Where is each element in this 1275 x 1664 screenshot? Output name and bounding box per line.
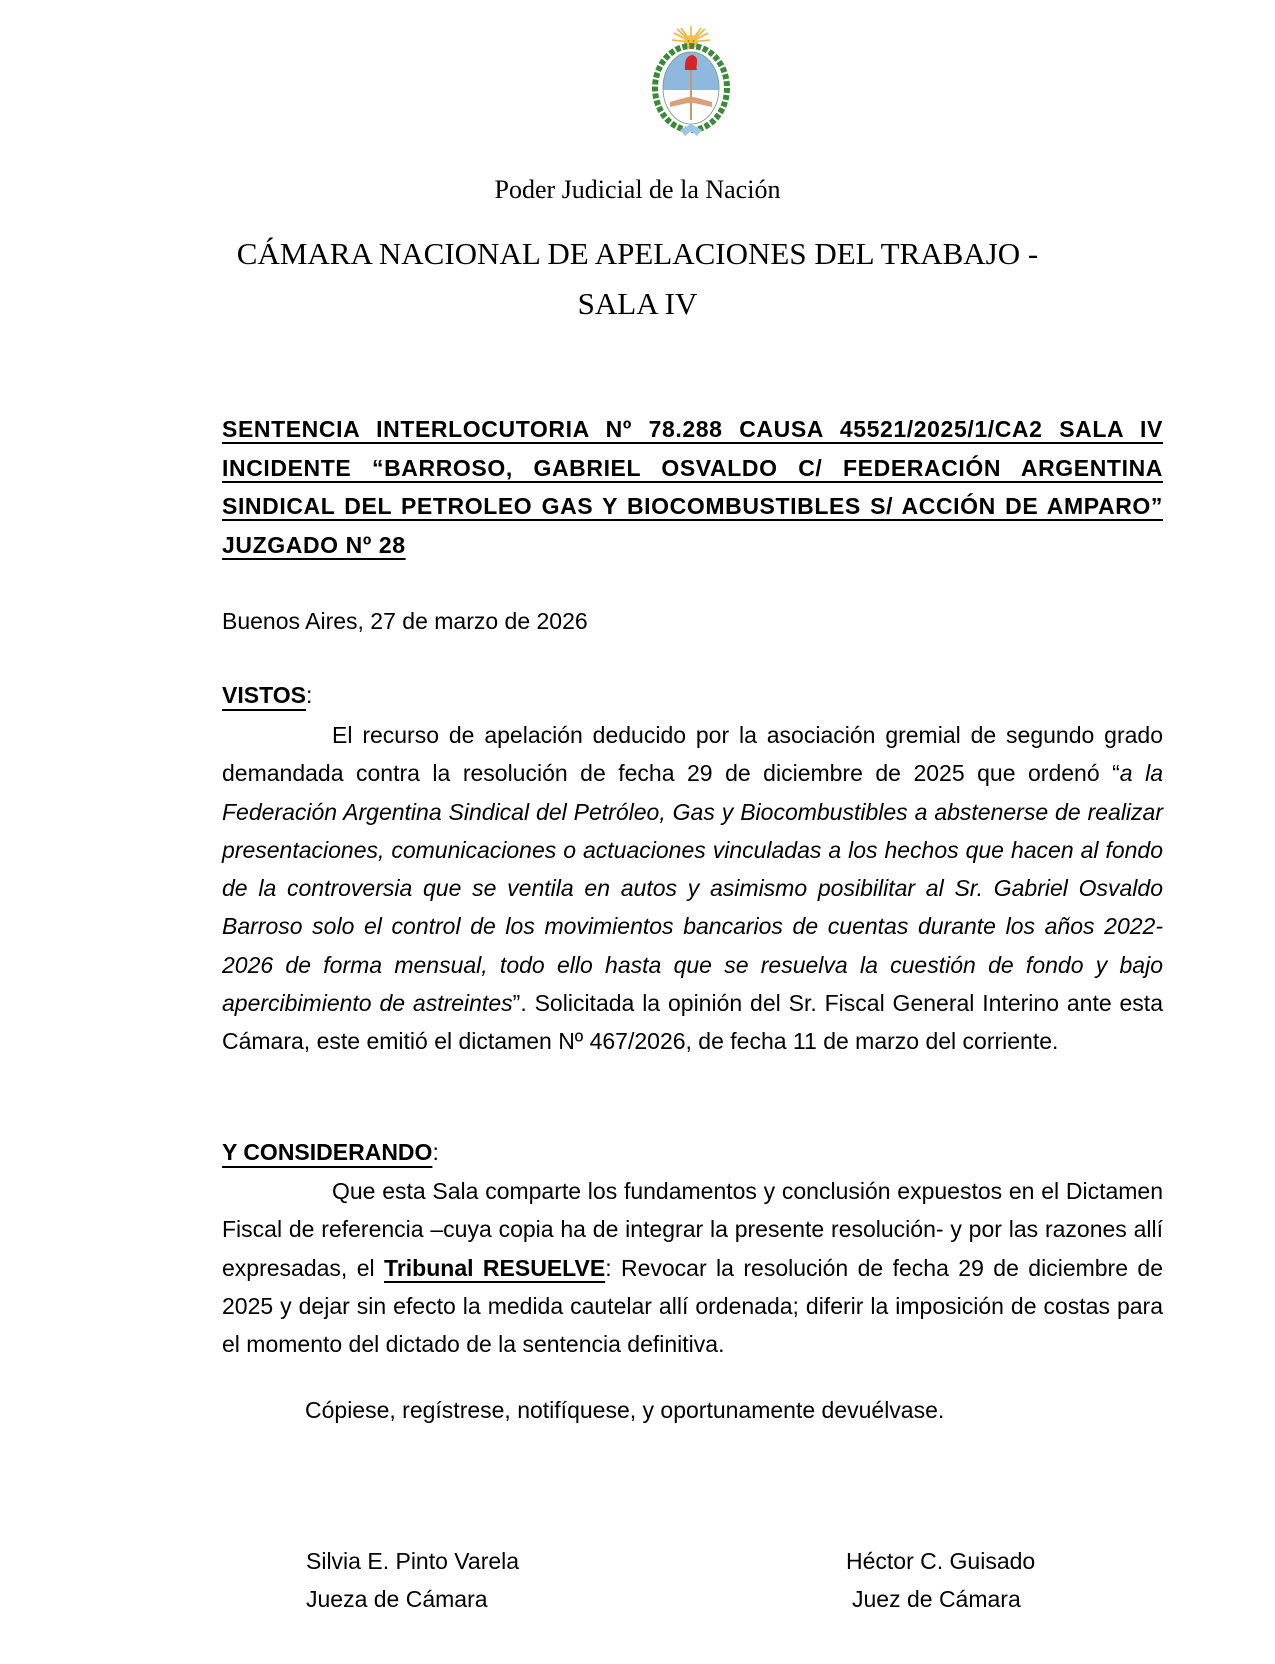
considerando-paragraph [222, 1172, 1163, 1363]
date-line: Buenos Aires, 27 de marzo de 2026 [222, 608, 588, 634]
considerando-title: Y CONSIDERANDO [222, 1139, 433, 1165]
tribunal-resuelve: Tribunal RESUELVE [384, 1254, 606, 1281]
vistos-heading [222, 676, 1163, 714]
considerando-colon: : [432, 1139, 439, 1165]
signature-block-right [846, 1542, 1035, 1618]
signer-role: Juez de Cámara [852, 1586, 1021, 1612]
case-caption-text: SENTENCIA INTERLOCUTORIA Nº 78.288 CAUSA 45521/2025/1/CA2 SALA IV INCIDENTE “BARROSO, GABRIEL OSVALDO C/ FEDERACIÓN ARGENTINA SINDICAL DEL PETROLEO GAS Y BIOCOMBUSTIBLES S/ ACCIÓN DE AMPARO” JUZGADO Nº 28 [222, 416, 1163, 558]
signer-name: Héctor C. Guisado [846, 1548, 1036, 1574]
signer-role: Jueza de Cámara [306, 1586, 488, 1612]
considerando-intro: Que esta Sala comparte los fundamentos y conclusión expuestos en el Dictamen Fiscal de referencia –cuya copia ha de integrar la presente resolución- y por las razones allí expresadas, el [222, 1178, 1163, 1281]
signature-block-left [306, 1542, 519, 1618]
vistos-quote: a la Federación Argentina Sindical del Petróleo, Gas y Biocombustibles a abstenerse de realizar presentaciones, comunicaciones o actuaciones vinculadas a los hechos que hacen al fondo de la controversia que se ventila en autos y asimismo posibilitar al Sr. Gabriel Osvaldo Barroso solo el control de los movimientos bancarios de cuentas durante los años 2022-2026 de forma mensual, todo ello hasta que se resuelva la cuestión de fondo y bajo apercibimiento de astreintes [222, 760, 1163, 1017]
argentina-coat-of-arms-icon [650, 24, 732, 144]
vistos-intro: El recurso de apelación deducido por la asociación gremial de segundo grado demandada contra la resolución de fecha 29 de diciembre de 2025 que ordenó “ [222, 722, 1163, 787]
considerando-heading [222, 1133, 1163, 1171]
chamber-title-line2: SALA IV [577, 286, 698, 321]
chamber-title-line1: CÁMARA NACIONAL DE APELACIONES DEL TRABAJO - [236, 236, 1039, 271]
case-caption [222, 410, 1163, 564]
vistos-title: VISTOS [222, 682, 306, 708]
vistos-colon: : [305, 682, 313, 708]
closing-line: Cópiese, regístrese, notifíquese, y oportunamente devuélvase. [305, 1397, 945, 1423]
chamber-title [0, 229, 1275, 329]
considerando-outro: : Revocar la resolución de fecha 29 de diciembre de 2025 y dejar sin efecto la medida cautelar allí ordenada; diferir la imposición de costas para el momento del dictado de la sentencia definitiva. [222, 1254, 1164, 1358]
vistos-outro: ”. Solicitada la opinión del Sr. Fiscal General Interino ante esta Cámara, este emitió el dictamen Nº 467/2026, de fecha 11 de marzo del corriente. [222, 990, 1163, 1055]
court-name: Poder Judicial de la Nación [494, 175, 781, 204]
signer-name: Silvia E. Pinto Varela [306, 1548, 520, 1574]
vistos-paragraph [222, 716, 1163, 1061]
